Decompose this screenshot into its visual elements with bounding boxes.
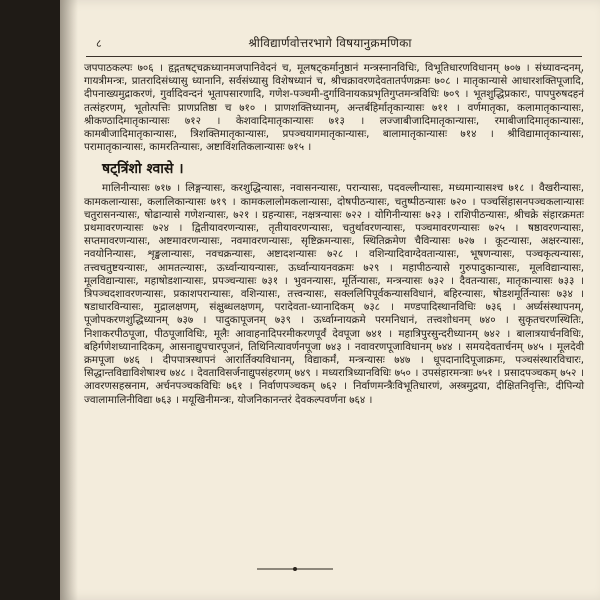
running-head: श्रीविद्यार्णवोत्तरभागे विषयानुक्रमणिका [248, 36, 412, 50]
section-heading: षट्त्रिंशो श्वासे । [102, 161, 184, 178]
page-header [60, 34, 600, 52]
paragraph-contents-2: मालिनीन्यासः ७१७ । लिङ्गन्यासः, करशुद्धिन्यासः, नवासनन्यासः, परान्यासः, पदवल्लीन्यासः, मध्यमान्यासश्च ७१८ । वैखरीन्यासः, कामकलान्यासः, कलालिकान्यासः ७१९ । कामकलालोमकलान्यासः, दोषपीठन्यासः, चतुष्पीठन्यासः ७२० । पञ्चसिंहासनपञ्चकलान्यासः चतुरासनन्यासः, षोढान्यासे गणेशन्यासः, ७२१ । ग्रहन्यासः, नक्षत्रन्यासः ७२२ । योगिनीन्यासः ७२३ । राशिपीठन्यासः, श्रीचक्रे संहारक्रमतः प्रथमावरणन्यासः ७२४ । द्वितीयावरणन्यासः, तृतीयावरणन्यासः, चतुर्थावरणन्यासः, पञ्चमावरणन्यासः ७२५ । षष्ठावरणन्यासः, सप्तमावरणन्यासः, अष्टमावरणन्यासः, नवमावरणन्यासः, सृष्टिक्रमन्यासः, स्थितिक्रमेण चैविन्यासः ७२७ । कूटन्यासः, अक्षरन्यासः, नवयोनिन्यासः, शृङ्खलान्यासः, नवचक्रन्यासः, अष्टादशन्यासः ७२८ । वशिन्यादिवाग्देवतान्यासः, भूषणन्यासः, पञ्चकृत्यन्यासः, तत्त्वचतुष्टयन्यासः, आमतत्न्यासः, ऊर्ध्वान्यायन्यासः, ऊर्ध्वान्यायनवक्रमः ७२९ । महापीठन्यासे गुरुपादुकान्यासः, मूलविद्यान्यासः, मूलविद्यान्यासः, महाषोडशान्यासः, प्रपञ्चन्यासः ७३१ । भुवनन्यासः, मूर्तिन्यासः, मन्त्रन्यासः ७३२ । दैवतन्यासः, मातृकान्यासः ७३३ । त्रिपञ्चदशावरणन्यासः, प्रकाशपरान्यासः, वशिन्यासः, तत्त्वन्यासः, सक्ललिपिपूर्वकन्यासविधानं, बहिरन्यासः, षोडशमूर्तिन्यासः ७३४ । षडाधारविन्यासः, मुद्रालक्षणम्, संक्षुब्धलक्षणम्, परादेवता-ध्यानादिकम् ७३८ । मण्डपादिस्थानविधिः ७३६ । अर्घ्यसंस्थापनम्, पूजोपकरणशुद्धिध्यानम् ७३७ । पादुकापूजनम् ७३९ । ऊर्ध्वाम्नायक्रमे परमनिधानं, तत्त्वशोधनम् ७४० । सुकृतचरणस्थितिः, निशाकरपीठपूजा, पीठपूजाविधिः, मूलैः आवाहनादिपरमीकरणपूर्वं देवपूजा ७४१ । महात्रिपुरसुन्दरीध्यानम् ७४२ । बालात्रयार्चनविधिः, बहिर्गणेशध्यानादिकम्, आसनाद्युपचारपूजनं, तिथिनित्यावर्णनपूजा ७४३ । नवावरणपूजाविधानम् ७४४ । समयदेवतार्चनम् ७४५ । मूलदेवी क्रमपूजा ७४६ । दीपपात्रस्थापनं आरार्तिक्यविधानम्, विद्याकर्मं, मन्त्रन्यासः ७४७ । धूपदानादिपूजाक्रमः, पञ्चसंस्थारविचारः, सिद्धान्तविद्याविशेषाश्च ७४८ । देवताविसर्जनाद्युपसंहरणम् ७४९ । मध्यरात्रिध्यानविधिः ७५० । उपसंहारमन्त्राः ७५१ । प्रसादपञ्चकम् ७५२ । आवरणसहस्रनाम, अर्चनपञ्चकविधिः ७६१ । निर्वाणपञ्चकम् ७६२ । निर्वाणमन्त्रैःविभूतिधारणं, अस्त्रमुद्रया, दीक्षितनिवृत्तिः, दीपिन्यो ज्वालामालिनीविद्या ७६३ । मयूखिनीमन्त्रः, योजनिकानन्तरं देवकल्पवर्णना ७६४ । [84, 182, 584, 406]
page-body [84, 62, 584, 407]
paragraph-contents-1: जपपाठकल्पः ७०६ । हृद्गतषट्चक्रध्यानमजपानिवेदनं च, मूलषट्कर्मानुष्ठानं मन्त्रस्नानविधिः, विभूतिधारणविधानम् ७०७ । संध्यावन्दनम्, गायत्रीमन्त्रः, प्रातरादिसंध्यासु ध्यानानि, सर्वसंध्यासु विशेषध्यानं च, श्रीचक्रावरणदेवतातर्पणक्रमः ७०८ । मातृकान्यासे आधारशक्तिपूजादि, दीपनाख्यमुद्राकरणं, गुर्वादिवन्दनं भूतापसारणादि, गणेश-पञ्चमी-दुर्गाविनायकप्रभृतिगुप्तमन्त्रविधिः ७०९ । भूतशुद्धिप्रकारः, पापपुरुषदहनं तत्संहरणम्, भूतोत्पत्तिः प्राणप्रतिष्ठा च ७१० । प्राणशक्तिध्यानम्, अन्तर्बहिर्मातृकान्यासः ७११ । वर्णमातृका, कलामातृकान्यासः, श्रीकण्ठादिमातृकान्यासः ७१२ । केशवादिमातृकान्यासः ७१३ । लज्जाबीजादिमातृकान्यासः, रमाबीजादिमातृकान्यासः, कामबीजादिमातृकान्यासः, त्रिशक्तिमातृकान्यासः, प्रपञ्चयागमातृकान्यासः, बालामातृकान्यासः ७१४ । श्रीविद्यामातृकान्यासः, परामातृकान्यासः, कामरतिन्यासः, अष्टाविंशतिकलान्यासः ७१५ । [84, 62, 584, 154]
end-ornament [255, 566, 335, 572]
spine-shadow [60, 0, 78, 600]
header-rule [86, 56, 582, 57]
page-number: ८ [96, 37, 102, 50]
